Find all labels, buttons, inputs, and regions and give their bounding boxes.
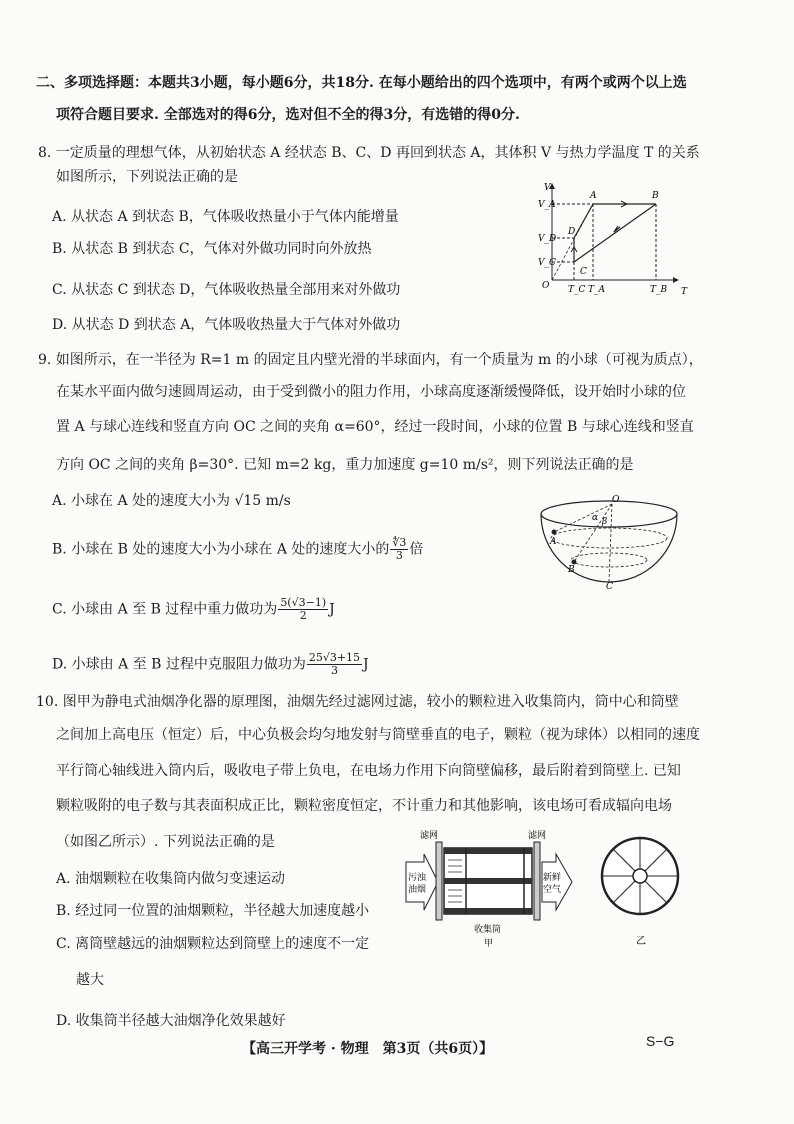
q10-stem-line2: 之间加上高电压（恒定）后，中心负极会均匀地发射与筒壁垂直的电子，颗粒（视为球体）以相同的速度 <box>56 727 700 743</box>
q9-hemisphere-figure <box>536 490 686 590</box>
q10-stem-line1: 10. 图甲为静电式油烟净化器的原理图，油烟先经过滤网过滤，较小的颗粒进入收集筒内，筒中心和筒壁 <box>36 694 679 710</box>
tb-label: T_B <box>650 285 668 295</box>
figure-jia-label: 甲 <box>484 939 494 949</box>
q10-stem-line3: 平行筒心轴线进入筒内后，吸收电子带上负电，在电场力作用下向筒壁偏移，最后附着到筒壁上. 已知 <box>56 763 681 779</box>
t-axis-label: T <box>681 287 688 297</box>
collector-label: 收集筒 <box>474 925 502 935</box>
q10-option-d: D. 收集筒半径越大油烟净化效果越好 <box>56 1013 286 1029</box>
point-c-label: C <box>606 582 613 590</box>
q10-option-b: B. 经过同一位置的油烟颗粒，半径越大加速度越小 <box>56 903 370 919</box>
q10-radial-field-figure-yi <box>596 830 686 950</box>
q10-option-c-line2: 越大 <box>76 972 104 988</box>
center-o-label: O <box>612 495 620 505</box>
dirty-label-2: 油烟 <box>408 885 427 895</box>
q8-stem-line2: 如图所示，下列说法正确的是 <box>56 169 238 185</box>
fresh-label-1: 新鲜 <box>543 873 562 883</box>
origin-label: O <box>542 281 550 291</box>
ball-a <box>552 530 557 535</box>
q10-stem-line4: 颗粒吸附的电子数与其表面积成正比，颗粒密度恒定，不计重力和其他影响，该电场可看成辐向电场 <box>56 798 672 814</box>
filter-left-label: 滤网 <box>420 831 439 841</box>
section-header-line1: 二、多项选择题：本题共3小题，每小题6分，共18分. 在每小题给出的四个选项中，有两个或两个以上选 <box>36 75 687 91</box>
process-b-c <box>574 204 656 262</box>
q8-vt-graph <box>538 176 688 298</box>
q9-option-d: D. 小球由 A 至 B 过程中克服阻力做功为 $\frac{25√3+15}{3}$ J <box>52 651 369 677</box>
vd-label: V_D <box>538 234 557 244</box>
q9-option-a: A. 小球在 A 处的速度大小为 √15 m/s <box>52 493 291 509</box>
point-a-label: A <box>550 537 557 547</box>
process-d-a <box>574 204 593 238</box>
page-footer: 【高三开学考 · 物理 第3页（共6页）】 <box>242 1041 494 1057</box>
q9-option-b: B. 小球在 B 处的速度大小为小球在 A 处的速度大小的 $\frac{∜3}{3}$ 倍 <box>52 536 424 562</box>
q9-option-c: C. 小球由 A 至 B 过程中重力做功为 $\frac{5(√3-1)}{2}$ J <box>52 596 335 622</box>
q9-stem-line3: 置 A 与球心连线和竖直方向 OC 之间的夹角 α=60°，经过一段时间，小球的位置 B 与球心连线和竖直 <box>56 419 694 435</box>
ta-label: T_A <box>588 285 606 295</box>
tc-label: T_C <box>568 285 586 295</box>
q8-stem-line1: 8. 一定质量的理想气体，从初始状态 A 经状态 B、C、D 再回到状态 A，其体积 V 与热力学温度 T 的关系 <box>38 145 700 161</box>
q10-option-a: A. 油烟颗粒在收集筒内做匀变速运动 <box>56 871 286 887</box>
q10-stem-line5: （如图乙所示）. 下列说法正确的是 <box>56 834 275 850</box>
beta-label: β <box>602 517 608 527</box>
q8-option-a: A. 从状态 A 到状态 B，气体吸收热量小于气体内能增量 <box>52 209 399 225</box>
q10-option-c-line1: C. 离筒壁越远的油烟颗粒达到筒壁上的速度不一定 <box>56 936 370 952</box>
left-filter <box>436 842 442 920</box>
point-a-label: A <box>590 191 597 201</box>
point-c-label: C <box>580 267 587 277</box>
q10-purifier-figure-jia <box>404 826 584 952</box>
q9-stem-line4: 方向 OC 之间的夹角 β=30°. 已知 m=2 kg，重力加速度 g=10 m/s²，则下列说法正确的是 <box>56 457 634 473</box>
section-header-line2: 项符合题目要求. 全部选对的得6分，选对但不全的得3分，有选错的得0分. <box>56 107 520 123</box>
q8-option-d: D. 从状态 D 到状态 A，气体吸收热量大于气体对外做功 <box>52 317 401 333</box>
q8-option-c: C. 从状态 C 到状态 D，气体吸收热量全部用来对外做功 <box>52 282 401 298</box>
vc-label: V_C <box>538 258 556 268</box>
right-filter <box>534 842 540 920</box>
point-b-label: B <box>652 191 659 201</box>
va-label: V_A <box>538 200 556 210</box>
v-axis-label: V <box>544 183 551 193</box>
q8-option-b: B. 从状态 B 到状态 C，气体对外做功同时向外放热 <box>52 241 372 257</box>
point-b-label: B <box>568 565 575 575</box>
alpha-label: α <box>592 513 599 523</box>
exam-code: S−G <box>646 1033 675 1049</box>
filter-right-label: 滤网 <box>528 831 547 841</box>
point-d-label: D <box>568 227 576 237</box>
dirty-label-1: 污浊 <box>408 873 427 883</box>
q9-stem-line2: 在某水平面内做匀速圆周运动，由于受到微小的阻力作用，小球高度逐渐缓慢降低，设开始时小球的位 <box>56 384 686 400</box>
q9-stem-line1: 9. 如图所示，在一半径为 R=1 m 的固定且内壁光滑的半球面内，有一个质量为 m 的小球（可视为质点）， <box>38 352 703 368</box>
figure-yi-label: 乙 <box>636 936 646 947</box>
fresh-label-2: 空气 <box>543 885 562 895</box>
ball-b <box>572 560 577 565</box>
